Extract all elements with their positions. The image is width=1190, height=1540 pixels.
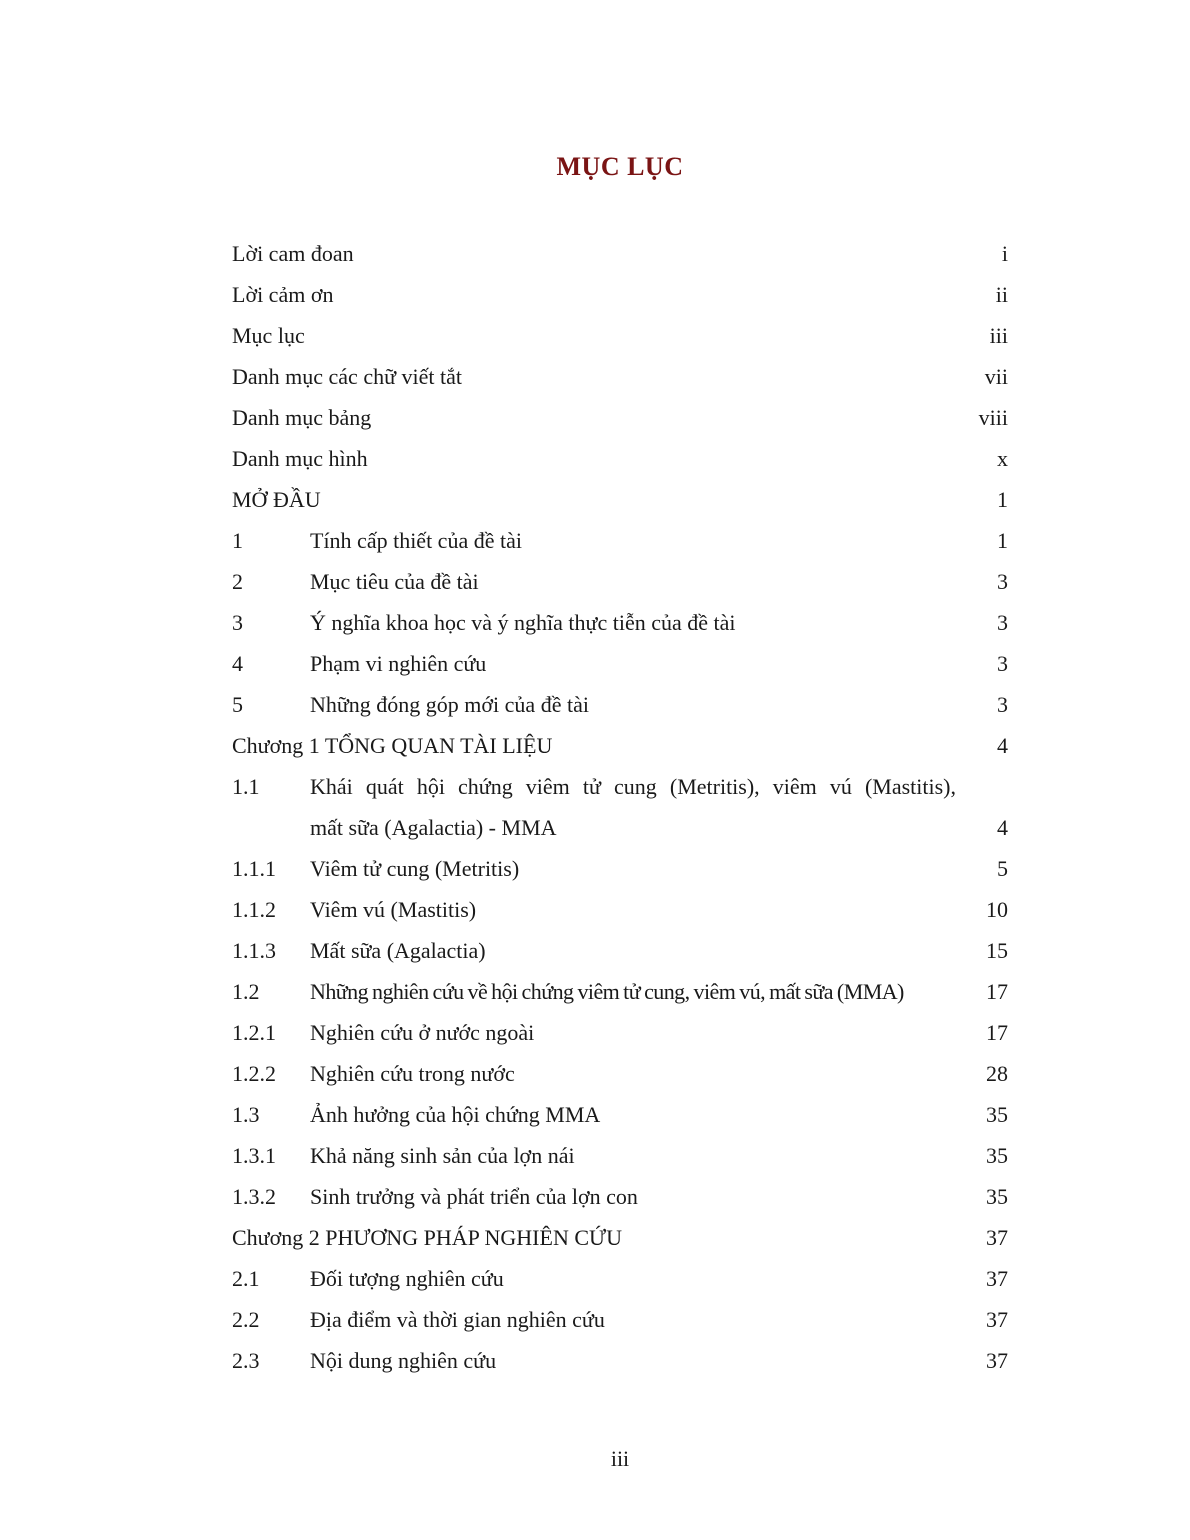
toc-entry-label: Ảnh hưởng của hội chứng MMA bbox=[310, 1102, 601, 1127]
toc-entry-page: 15 bbox=[986, 938, 1008, 963]
toc-entry-label: Khái quát hội chứng viêm tử cung (Metritis), viêm vú (Mastitis), bbox=[310, 774, 956, 799]
toc-entry-page: 37 bbox=[986, 1348, 1008, 1373]
toc-entry[interactable] bbox=[232, 479, 1008, 520]
toc-entry-page: 10 bbox=[986, 897, 1008, 922]
toc-entry-label: Phạm vi nghiên cứu bbox=[310, 651, 487, 676]
toc-entry-page: 3 bbox=[997, 692, 1008, 717]
toc-entry-page: 35 bbox=[986, 1184, 1008, 1209]
toc-entry-page: x bbox=[997, 446, 1008, 471]
toc-entry-page: 3 bbox=[997, 569, 1008, 594]
toc-entry-label: Viêm vú (Mastitis) bbox=[310, 897, 477, 922]
toc-entry-label: Khả năng sinh sản của lợn nái bbox=[310, 1143, 575, 1168]
toc-entry-label: Ý nghĩa khoa học và ý nghĩa thực tiễn của đề tài bbox=[310, 610, 736, 635]
toc-entry-label: Những đóng góp mới của đề tài bbox=[310, 692, 589, 717]
toc-entry-label: Mục tiêu của đề tài bbox=[310, 569, 479, 594]
toc-entry-page: 17 bbox=[986, 979, 1008, 1004]
toc-entry-number: 1.2 bbox=[232, 979, 260, 1004]
toc-entry-page: ii bbox=[995, 282, 1008, 307]
toc-entry[interactable] bbox=[232, 766, 1008, 807]
toc-entry[interactable] bbox=[232, 602, 1008, 643]
page-title: MỤC LỤC bbox=[556, 152, 684, 181]
toc-entry-page: 3 bbox=[997, 610, 1008, 635]
toc-entry-number: 4 bbox=[232, 651, 243, 676]
toc-entry[interactable] bbox=[232, 1217, 1008, 1258]
toc-entry[interactable] bbox=[232, 1258, 1008, 1299]
toc-entry-label: mất sữa (Agalactia) - MMA bbox=[310, 815, 557, 840]
table-of-contents bbox=[232, 233, 1008, 1381]
toc-entry-page: 35 bbox=[986, 1102, 1008, 1127]
toc-entry-number: 1.1.2 bbox=[232, 897, 276, 922]
toc-entry-label: Mục lục bbox=[232, 323, 305, 348]
toc-entry-number: 1.3.1 bbox=[232, 1143, 276, 1168]
toc-entry-number: 1.3.2 bbox=[232, 1184, 276, 1209]
toc-entry-page: 1 bbox=[997, 487, 1008, 512]
toc-entry-page: 4 bbox=[997, 733, 1008, 758]
toc-entry-page: 35 bbox=[986, 1143, 1008, 1168]
toc-entry-number: 2.2 bbox=[232, 1307, 260, 1332]
toc-entry-label: Chương 1 TỔNG QUAN TÀI LIỆU bbox=[232, 733, 553, 758]
toc-entry[interactable] bbox=[232, 274, 1008, 315]
toc-entry[interactable] bbox=[232, 889, 1008, 930]
toc-entry-page: 37 bbox=[986, 1225, 1008, 1250]
toc-entry-page: 3 bbox=[997, 651, 1008, 676]
toc-entry[interactable] bbox=[232, 1094, 1008, 1135]
toc-entry[interactable] bbox=[232, 971, 1008, 1012]
toc-entry-number: 1 bbox=[232, 528, 243, 553]
toc-entry-page: vii bbox=[984, 364, 1008, 389]
toc-entry-number: 2.1 bbox=[232, 1266, 260, 1291]
toc-entry-label: Tính cấp thiết của đề tài bbox=[310, 528, 522, 553]
toc-entry[interactable] bbox=[232, 397, 1008, 438]
toc-entry-page: 1 bbox=[997, 528, 1008, 553]
toc-entry[interactable] bbox=[232, 315, 1008, 356]
toc-entry-number: 1.2.1 bbox=[232, 1020, 276, 1045]
toc-entry[interactable] bbox=[232, 848, 1008, 889]
toc-entry-page: 37 bbox=[986, 1266, 1008, 1291]
toc-entry-number: 1.1 bbox=[232, 774, 260, 799]
toc-entry-number: 3 bbox=[232, 610, 243, 635]
toc-entry-label: Mất sữa (Agalactia) bbox=[310, 938, 486, 963]
toc-entry-number: 5 bbox=[232, 692, 243, 717]
toc-entry-page: 5 bbox=[997, 856, 1008, 881]
toc-entry-number: 1.2.2 bbox=[232, 1061, 276, 1086]
toc-entry[interactable] bbox=[232, 725, 1008, 766]
toc-entry[interactable] bbox=[232, 684, 1008, 725]
toc-entry-page: 4 bbox=[997, 815, 1008, 840]
toc-entry[interactable] bbox=[232, 643, 1008, 684]
toc-entry[interactable] bbox=[232, 1176, 1008, 1217]
toc-entry-number: 1.3 bbox=[232, 1102, 260, 1127]
toc-entry-number: 1.1.3 bbox=[232, 938, 276, 963]
toc-entry-label: Nghiên cứu ở nước ngoài bbox=[310, 1020, 535, 1045]
toc-entry[interactable] bbox=[232, 1012, 1008, 1053]
toc-entry[interactable] bbox=[232, 930, 1008, 971]
toc-entry-label: Danh mục hình bbox=[232, 446, 368, 471]
toc-entry[interactable] bbox=[232, 1340, 1008, 1381]
toc-entry-label: Lời cam đoan bbox=[232, 241, 354, 266]
toc-entry-label: Chương 2 PHƯƠNG PHÁP NGHIÊN CỨU bbox=[232, 1225, 622, 1250]
toc-entry-page: viii bbox=[978, 405, 1008, 430]
toc-entry[interactable] bbox=[232, 561, 1008, 602]
toc-entry-page: iii bbox=[989, 323, 1008, 348]
toc-entry-label: Nội dung nghiên cứu bbox=[310, 1348, 497, 1373]
toc-entry[interactable] bbox=[232, 233, 1008, 274]
toc-entry-page: i bbox=[1001, 241, 1008, 266]
toc-entry[interactable] bbox=[232, 356, 1008, 397]
toc-entry[interactable] bbox=[232, 438, 1008, 479]
toc-entry-number: 2 bbox=[232, 569, 243, 594]
toc-entry-label: Sinh trưởng và phát triển của lợn con bbox=[310, 1184, 638, 1209]
toc-entry[interactable] bbox=[232, 520, 1008, 561]
toc-entry-label: Viêm tử cung (Metritis) bbox=[310, 856, 520, 881]
toc-entry[interactable] bbox=[232, 1135, 1008, 1176]
toc-entry[interactable] bbox=[232, 1053, 1008, 1094]
toc-entry[interactable] bbox=[232, 1299, 1008, 1340]
toc-entry-label: Lời cảm ơn bbox=[232, 282, 334, 307]
toc-entry-label: Đối tượng nghiên cứu bbox=[310, 1266, 504, 1291]
toc-entry-number: 1.1.1 bbox=[232, 856, 276, 881]
toc-entry[interactable] bbox=[232, 807, 1008, 848]
toc-entry-label: MỞ ĐẦU bbox=[232, 487, 321, 512]
toc-entry-page: 37 bbox=[986, 1307, 1008, 1332]
toc-entry-label: Những nghiên cứu về hội chứng viêm tử cung, viêm vú, mất sữa (MMA) bbox=[310, 979, 904, 1004]
toc-entry-label: Nghiên cứu trong nước bbox=[310, 1061, 515, 1086]
toc-entry-number: 2.3 bbox=[232, 1348, 260, 1373]
toc-entry-label: Danh mục các chữ viết tắt bbox=[232, 364, 462, 389]
toc-entry-label: Danh mục bảng bbox=[232, 405, 372, 430]
toc-entry-label: Địa điểm và thời gian nghiên cứu bbox=[310, 1307, 605, 1332]
page-number: iii bbox=[610, 1446, 630, 1471]
toc-entry-page: 17 bbox=[986, 1020, 1008, 1045]
toc-entry-page: 28 bbox=[986, 1061, 1008, 1086]
